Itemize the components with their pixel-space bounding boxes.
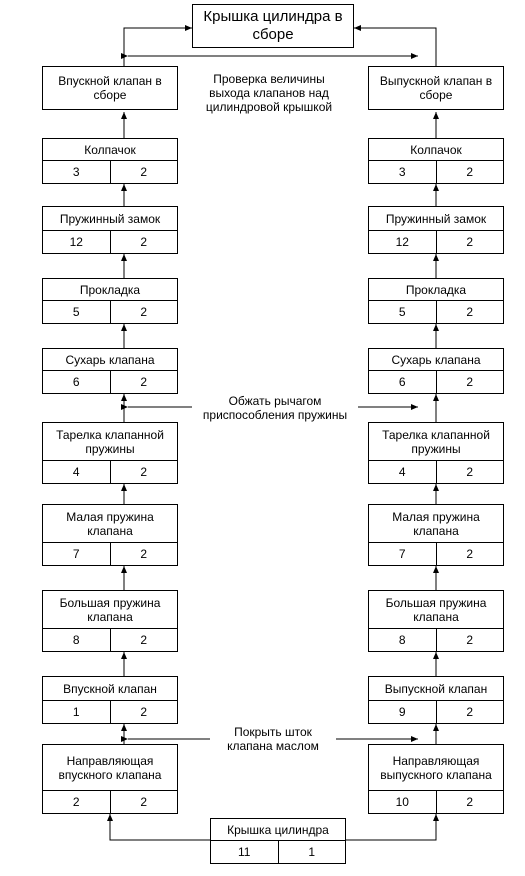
right-part-spring-plate (368, 422, 504, 484)
part-qty: 2 (72, 795, 80, 809)
left-part-gasket (42, 278, 178, 324)
part-op: 2 (110, 371, 178, 393)
right-part-small-spring (368, 504, 504, 566)
part-op: 2 (436, 231, 504, 253)
part-qty: 7 (398, 547, 406, 561)
left-part-valve-key (42, 348, 178, 394)
part-qty: 12 (69, 235, 83, 249)
part-qty: 3 (72, 165, 80, 179)
part-op: 2 (436, 701, 504, 723)
part-op: 1 (278, 841, 346, 863)
right-part-exhaust-guide (368, 744, 504, 814)
part-qty: 4 (72, 465, 80, 479)
note-compress-springs: Обжать рычагом приспособления пружины (192, 394, 358, 422)
part-title: Колпачок (410, 142, 462, 157)
part-qty: 6 (72, 375, 80, 389)
part-op: 2 (436, 161, 504, 183)
left-part-large-spring (42, 590, 178, 652)
part-title: Колпачок (84, 142, 136, 157)
intake-valve-assembly-box (42, 66, 178, 110)
cylinder-head-box (210, 818, 346, 864)
part-title: Малая пружина клапана (392, 509, 480, 538)
exhaust-valve-assembly-box (368, 66, 504, 110)
part-title: Тарелка клапанной пружины (382, 427, 490, 456)
part-title: Малая пружина клапана (66, 509, 154, 538)
part-op: 2 (110, 791, 178, 813)
part-op: 2 (110, 543, 178, 565)
part-op: 2 (436, 301, 504, 323)
right-part-exhaust-valve (368, 676, 504, 724)
part-qty: 5 (72, 305, 80, 319)
part-title: Большая пружина клапана (59, 595, 161, 624)
part-title: Пружинный замок (385, 211, 487, 226)
part-qty: 1 (72, 705, 80, 719)
part-title: Выпускной клапан (384, 681, 488, 696)
left-part-spring-plate (42, 422, 178, 484)
part-title: Тарелка клапанной пружины (56, 427, 164, 456)
part-title: Прокладка (405, 282, 467, 297)
part-op: 2 (436, 543, 504, 565)
part-title: Крышка цилиндра (227, 822, 329, 837)
part-op: 2 (110, 231, 178, 253)
part-op: 2 (110, 461, 178, 483)
part-title: Пружинный замок (59, 211, 161, 226)
part-qty: 3 (398, 165, 406, 179)
part-title: Направляющая впускного клапана (58, 753, 162, 782)
part-qty: 8 (72, 633, 80, 647)
right-part-valve-key (368, 348, 504, 394)
left-part-cap (42, 138, 178, 184)
part-title: Впускной клапан (63, 681, 157, 696)
right-part-gasket (368, 278, 504, 324)
left-part-intake-guide (42, 744, 178, 814)
part-op: 2 (436, 371, 504, 393)
part-qty: 12 (395, 235, 409, 249)
part-qty: 4 (398, 465, 406, 479)
left-part-intake-valve (42, 676, 178, 724)
left-part-small-spring (42, 504, 178, 566)
part-qty: 5 (398, 305, 406, 319)
intake-valve-assembly-label: Впускной клапан в сборе (58, 74, 162, 102)
note-check-protrusion: Проверка величины выхода клапанов над цилиндровой крышкой (196, 72, 342, 114)
right-part-cap (368, 138, 504, 184)
part-title: Сухарь клапана (391, 352, 481, 367)
part-title: Сухарь клапана (65, 352, 155, 367)
right-part-large-spring (368, 590, 504, 652)
part-qty: 6 (398, 375, 406, 389)
part-op: 2 (436, 791, 504, 813)
part-op: 2 (110, 301, 178, 323)
part-op: 2 (110, 701, 178, 723)
part-title: Большая пружина клапана (385, 595, 487, 624)
note-oil-stem: Покрыть шток клапана маслом (210, 725, 336, 753)
cylinder-head-assembly-label: Крышка цилиндра в сборе (203, 8, 343, 43)
right-part-spring-lock (368, 206, 504, 254)
part-qty: 10 (395, 795, 409, 809)
part-op: 2 (436, 461, 504, 483)
part-title: Направляющая выпускного клапана (380, 753, 492, 782)
part-op: 2 (110, 161, 178, 183)
cylinder-head-assembly-box (192, 4, 354, 48)
part-qty: 8 (398, 633, 406, 647)
part-qty: 11 (238, 845, 251, 859)
part-qty: 7 (72, 547, 80, 561)
part-op: 2 (436, 629, 504, 651)
left-part-spring-lock (42, 206, 178, 254)
part-qty: 9 (398, 705, 406, 719)
part-title: Прокладка (79, 282, 141, 297)
part-op: 2 (110, 629, 178, 651)
exhaust-valve-assembly-label: Выпускной клапан в сборе (379, 74, 493, 102)
